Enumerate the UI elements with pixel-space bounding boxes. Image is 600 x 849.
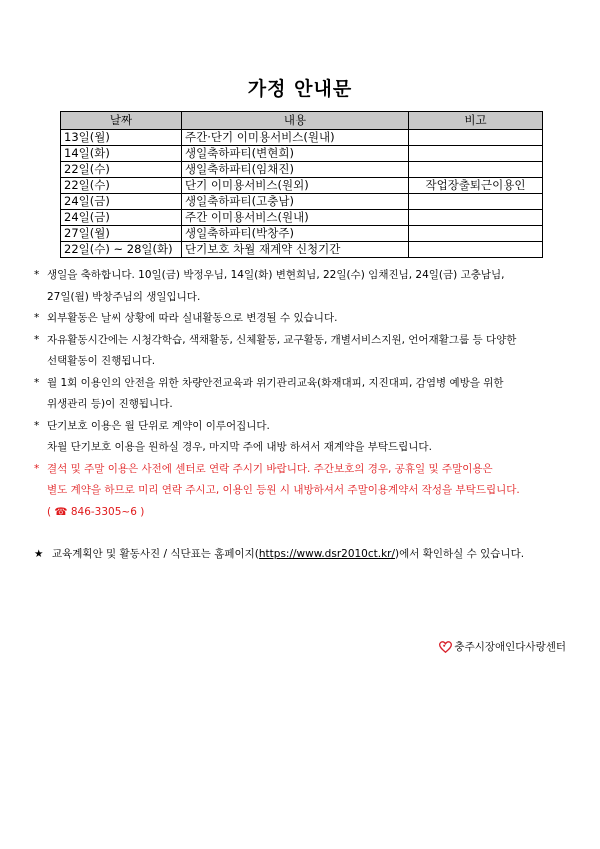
notice-text: 별도 계약을 하므로 미리 연락 주시고, 이용인 등원 시 내방하셔서 주말이용계약서 작성을 부탁드립니다. <box>47 484 520 496</box>
cell-date: 22일(수) <box>61 178 182 194</box>
cell-date: 24일(금) <box>61 194 182 210</box>
bullet-marker: * <box>34 376 40 389</box>
notice-text: 생일을 축하합니다. 10일(금) 박정우님, 14일(화) 변현희님, 22일(수) 임채진님, 24일(금) 고충남님, <box>47 269 505 281</box>
notice-text: )에서 확인하실 수 있습니다. <box>395 548 525 560</box>
notice-text: 단기보호 이용은 월 단위로 계약이 이루어집니다. <box>47 419 270 432</box>
table-row <box>61 130 543 146</box>
page-title: 가정 안내문 <box>247 78 353 100</box>
cell-date: 14일(화) <box>61 146 182 162</box>
table-header-row <box>61 112 543 130</box>
cell-date: 22일(수) ~ 28일(화) <box>61 242 182 258</box>
notice-homepage <box>34 544 574 566</box>
notice-text: 차월 단기보호 이용을 원하실 경우, 마지막 주에 내방 하셔서 재계약을 부탁드립니다. <box>47 441 432 453</box>
cell-note <box>409 226 543 242</box>
notice-text: 월 1회 이용인의 안전을 위한 차량안전교육과 위기관리교육(화재대피, 지진대피, 감염병 예방을 위한 <box>47 376 504 389</box>
organization-footer <box>439 639 566 654</box>
notice-text: 교육계획안 및 활동사진 / 식단표는 홈페이지( <box>52 548 259 560</box>
notice-text: 27일(월) 박창주님의 생일입니다. <box>47 290 201 303</box>
notice-text: 선택활동이 진행됩니다. <box>47 355 156 367</box>
notice-text: 위생관리 등)이 진행됩니다. <box>47 398 173 410</box>
notice-short-term <box>34 416 574 459</box>
header-date: 날짜 <box>61 112 182 130</box>
notice-list <box>34 265 574 566</box>
star-icon: ★ <box>34 548 44 560</box>
notice-absence <box>34 459 574 524</box>
cell-content: 주간·단기 이미용서비스(원내) <box>182 130 409 146</box>
cell-content: 단기보호 차월 재계약 신청기간 <box>182 242 409 258</box>
notice-text: 결석 및 주말 이용은 사전에 센터로 연락 주시기 바랍니다. 주간보호의 경우, 공휴일 및 주말이용은 <box>47 462 493 475</box>
cell-note <box>409 194 543 210</box>
cell-content: 주간 이미용서비스(원내) <box>182 210 409 226</box>
bullet-marker: * <box>34 419 40 432</box>
cell-content: 생일축하파티(변현희) <box>182 146 409 162</box>
cell-note: 작업장출퇴근이용인 <box>409 178 543 194</box>
cell-date: 24일(금) <box>61 210 182 226</box>
schedule-table <box>60 111 543 258</box>
table-row <box>61 242 543 258</box>
bullet-marker: * <box>34 312 40 324</box>
bullet-marker: * <box>34 462 40 475</box>
table-row <box>61 162 543 178</box>
notice-outdoor <box>34 308 574 330</box>
cell-content: 생일축하파티(박창주) <box>182 226 409 242</box>
bullet-marker: * <box>34 269 40 281</box>
cell-date: 27일(월) <box>61 226 182 242</box>
phone-number: ( ☎ 846-3305~6 ) <box>47 505 145 518</box>
notice-text: 외부활동은 날씨 상황에 따라 실내활동으로 변경될 수 있습니다. <box>47 312 338 324</box>
homepage-link[interactable]: https://www.dsr2010ct.kr/ <box>258 548 396 560</box>
cell-note <box>409 162 543 178</box>
cell-note <box>409 210 543 226</box>
table-row <box>61 210 543 226</box>
organization-name: 충주시장애인다사랑센터 <box>454 641 566 653</box>
cell-content: 생일축하파티(임채진) <box>182 162 409 178</box>
cell-note <box>409 146 543 162</box>
table-row <box>61 178 543 194</box>
header-content: 내용 <box>182 112 409 130</box>
header-note: 비고 <box>409 112 543 130</box>
notice-safety <box>34 373 574 416</box>
cell-note <box>409 242 543 258</box>
cell-content: 단기 이미용서비스(원외) <box>182 178 409 194</box>
bullet-marker: * <box>34 333 40 346</box>
cell-content: 생일축하파티(고충남) <box>182 194 409 210</box>
table-row <box>61 226 543 242</box>
heart-logo-icon <box>439 641 452 653</box>
cell-note <box>409 130 543 146</box>
cell-date: 22일(수) <box>61 162 182 178</box>
notice-free-activity <box>34 330 574 373</box>
cell-date: 13일(월) <box>61 130 182 146</box>
table-row <box>61 146 543 162</box>
table-row <box>61 194 543 210</box>
notice-birthday <box>34 265 574 308</box>
notice-text: 자유활동시간에는 시청각학습, 색채활동, 신체활동, 교구활동, 개별서비스지원, 언어재활그룹 등 다양한 <box>47 333 517 346</box>
